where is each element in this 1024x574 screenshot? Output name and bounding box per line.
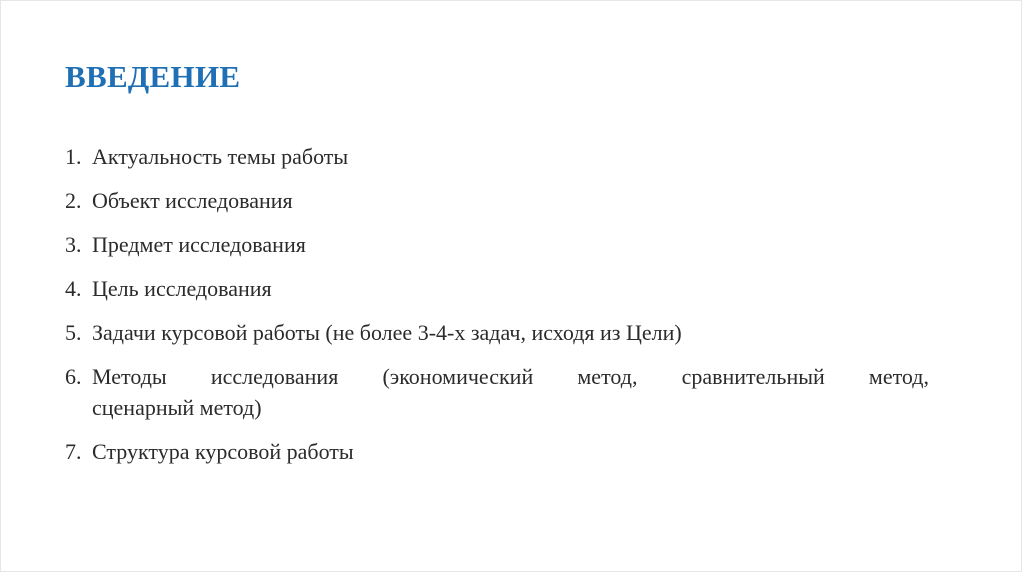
list-item-text: Актуальность темы работы bbox=[92, 144, 349, 169]
list-item-number: 7. bbox=[65, 439, 82, 464]
list-item-number: 4. bbox=[65, 276, 82, 301]
list-item-number: 2. bbox=[65, 188, 82, 213]
list-item-text: Объект исследования bbox=[92, 188, 293, 213]
list-item-number: 5. bbox=[65, 320, 82, 345]
list-item-number: 3. bbox=[65, 232, 82, 257]
list-item bbox=[65, 361, 929, 423]
intro-list bbox=[65, 141, 929, 480]
list-item bbox=[65, 273, 929, 304]
list-item-number: 6. bbox=[65, 364, 82, 389]
list-item bbox=[65, 141, 929, 172]
list-item-text-line-2: сценарный метод) bbox=[92, 395, 262, 420]
list-item-text: Цель исследования bbox=[92, 276, 272, 301]
list-item-text: Структура курсовой работы bbox=[92, 439, 354, 464]
list-item-number: 1. bbox=[65, 144, 82, 169]
list-item-text-line-1: Методы исследования (экономический метод, сравнительный метод, bbox=[92, 364, 929, 389]
slide-title: ВВЕДЕНИЕ bbox=[65, 59, 241, 94]
list-item bbox=[65, 317, 929, 348]
list-item-text bbox=[92, 361, 929, 423]
list-item-text: Предмет исследования bbox=[92, 232, 306, 257]
list-item-text: Задачи курсовой работы (не более 3-4-х задач, исходя из Цели) bbox=[92, 320, 682, 345]
list-item bbox=[65, 436, 929, 467]
list-item bbox=[65, 185, 929, 216]
list-item bbox=[65, 229, 929, 260]
